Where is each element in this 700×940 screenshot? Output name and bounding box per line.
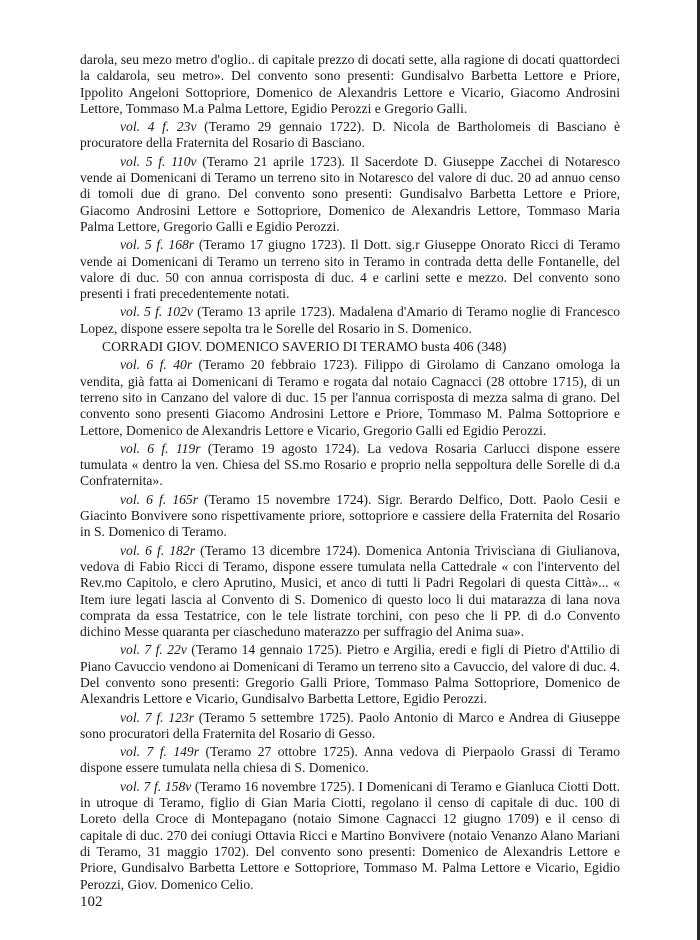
archive-reference: vol. 6 f. 40r	[120, 357, 193, 373]
archive-reference: vol. 5 f. 110v	[120, 153, 197, 169]
archive-reference: vol. 6 f. 119r	[120, 440, 201, 456]
entry-text: (Teramo 27 ottobre 1725). Anna vedova di Pierpaolo Grassi di Teramo dispone essere tumulata nella chiesa di S. Domenico.	[80, 744, 620, 776]
entry-text: (Teramo 17 giugno 1723). Il Dott. sig.r Giuseppe Onorato Ricci di Teramo vende ai Domenicani di Teramo un terreno sito in Teramo in contrada detta delle Fontanelle, del valore di duc. 50 con annua corrisposta di duc. 4 e carlini sette e mezzo. Del convento sono presenti i frati precedentemente notati.	[80, 237, 620, 302]
entries-list-2	[80, 357, 620, 893]
archive-reference: vol. 7 f. 123r	[120, 709, 195, 725]
archive-reference: vol. 7 f. 22v	[120, 642, 187, 658]
page-number: 102	[80, 894, 103, 910]
entry	[80, 710, 620, 743]
entry	[80, 543, 620, 641]
entry-text: (Teramo 13 aprile 1723). Madalena d'Amario di Teramo noglie di Francesco Lopez, dispone essere sepolta tra le Sorelle del Rosario in S. Domenico.	[80, 304, 620, 336]
entry	[80, 492, 620, 541]
entry-text: (Teramo 20 febbraio 1723). Filippo di Girolamo di Canzano omologa la vendita, già fatta ai Domenicani di Teramo e rogata dal notaio Cagnacci (28 ottobre 1715), di un terreno sito in Canzano del valore di duc. 15 per l'annua corrisposta di mezza salma di grano. Del convento sono presenti Giacomo Androsini Lettore e Priore, Tommaso M. Palma Sottopriore e Lettore, Domenico de Alexandris Lettore e Vicario, Gregorio Galli ed Egidio Perozzi.	[80, 357, 620, 438]
entries-list-1	[80, 119, 620, 337]
entry-text: (Teramo 16 novembre 1725). I Domenicani di Teramo e Gianluca Ciotti Dott. in utroque di Teramo, figlio di Gian Maria Ciotti, regolano il censo di capitale di duc. 100 di Loreto della Croce di Montepagano (notaio Simone Cagnacci 12 giugno 1709) e il censo di capitale di duc. 270 dei coniugi Ottavia Ricci e Martino Bonvivere (notaio Venanzo Alano Mariani di Teramo, 31 maggio 1702). Del convento sono presenti: Domenico de Alexandris Lettore e Priore, Gundisalvo Barbetta Lettore e Sottopriore, Tommaso M. Palma Lettore e Vicario, Egidio Perozzi, Giov. Domenico Celio.	[80, 778, 620, 892]
archive-reference: vol. 6 f. 182r	[120, 542, 196, 558]
entry	[80, 441, 620, 490]
archive-reference: vol. 6 f. 165r	[120, 491, 199, 507]
entry	[80, 119, 620, 152]
entry	[80, 779, 620, 893]
entry	[80, 304, 620, 337]
entry-text: (Teramo 21 aprile 1723). Il Sacerdote D. Giuseppe Zacchei di Notaresco vende ai Domenicani di Teramo un terreno sito in Notaresco del valore di duc. 20 ad annuo censo di tomoli due di grano. Del convento sono presenti: Gundisalvo Barbetta Lettore e Priore, Giacomo Androsini Lettore e Sottopriore, Domenico de Alexandris Lettore, Tommaso Maria Palma Lettore, Gregorio Galli e Egidio Perozzi.	[80, 153, 620, 234]
entry-text: (Teramo 29 gennaio 1722). D. Nicola de Bartholomeis di Basciano è procuratore della Fraternita del Rosario di Basciano.	[80, 119, 620, 151]
archive-reference: vol. 5 f. 168r	[120, 237, 195, 253]
section-heading: CORRADI GIOV. DOMENICO SAVERIO DI TERAMO busta 406 (348)	[102, 339, 507, 355]
document-body	[80, 52, 620, 895]
entry	[80, 357, 620, 438]
archive-reference: vol. 4 f. 23v	[120, 119, 197, 135]
entry-text: (Teramo 13 dicembre 1724). Domenica Antonia Triviscìana di Giulianova, vedova di Fabio Ricci di Teramo, dispone essere tumulata nella Cattedrale « con l'intervento del Rev.mo Capitolo, e clero Aprutino, Musici, et anco di tutti li Padri Regolari di questa Città»... « Item iure legati lascia al Convento di S. Domenico di questo loco li dui matarazza di lana nova comprata da essa Testatrice, con le tele listrate torchini, con peso che li PP. di d.o Convento dichino Messe quaranta per ciascheduno materazzo per suffragio del Anima sua».	[80, 542, 620, 640]
entry	[80, 642, 620, 707]
entry-text: (Teramo 15 novembre 1724). Sigr. Berardo Delfico, Dott. Paolo Cesii e Giacinto Bonvivere sono rispettivamente priore, sottopriore e cassiere della Fraternita del Rosario in S. Domenico di Teramo.	[80, 491, 620, 540]
archive-reference: vol. 7 f. 158v	[120, 778, 192, 794]
archive-reference: vol. 5 f. 102v	[120, 304, 193, 320]
opening-paragraph: darola, seu mezo metro d'oglio.. di capitale prezzo di docati sette, alla ragione di docati quattordeci la caldarola, seu metro». Del convento sono presenti: Gundisalvo Barbetta Lettore e Priore, Ippolito Angeloni Sottopriore, Domenico de Alexandris Lettore e Vicario, Giacomo Androsini Lettore, Tommaso M.a Palma Lettore, Egidio Perozzi e Gregorio Galli.	[80, 52, 620, 116]
entry-text: (Teramo 14 gennaio 1725). Pietro e Argilia, eredi e figli di Pietro d'Attilio di Piano Cavuccio vendono ai Domenicani di Teramo un terreno sito a Cavuccio, del valore di duc. 4. Del convento sono presenti: Gregorio Galli Priore, Tommaso Palma Sottopriore, Domenico de Alexandris Lettore e Vicario, Gundisalvo Barbetta Lettore, Egidio Perozzi.	[80, 642, 620, 707]
entry-text: (Teramo 19 agosto 1724). La vedova Rosaria Carlucci dispone essere tumulata « dentro la ven. Chiesa del SS.mo Rosario e proprio nella seppoltura delle Sorelle di d.a Confraternita».	[80, 440, 620, 489]
entry	[80, 237, 620, 302]
entry	[80, 154, 620, 235]
archive-reference: vol. 7 f. 149r	[120, 744, 200, 760]
entry-text: (Teramo 5 settembre 1725). Paolo Antonio di Marco e Andrea di Giuseppe sono procuratori della Fraternita del Rosario di Gesso.	[80, 709, 621, 741]
entry	[80, 744, 620, 777]
